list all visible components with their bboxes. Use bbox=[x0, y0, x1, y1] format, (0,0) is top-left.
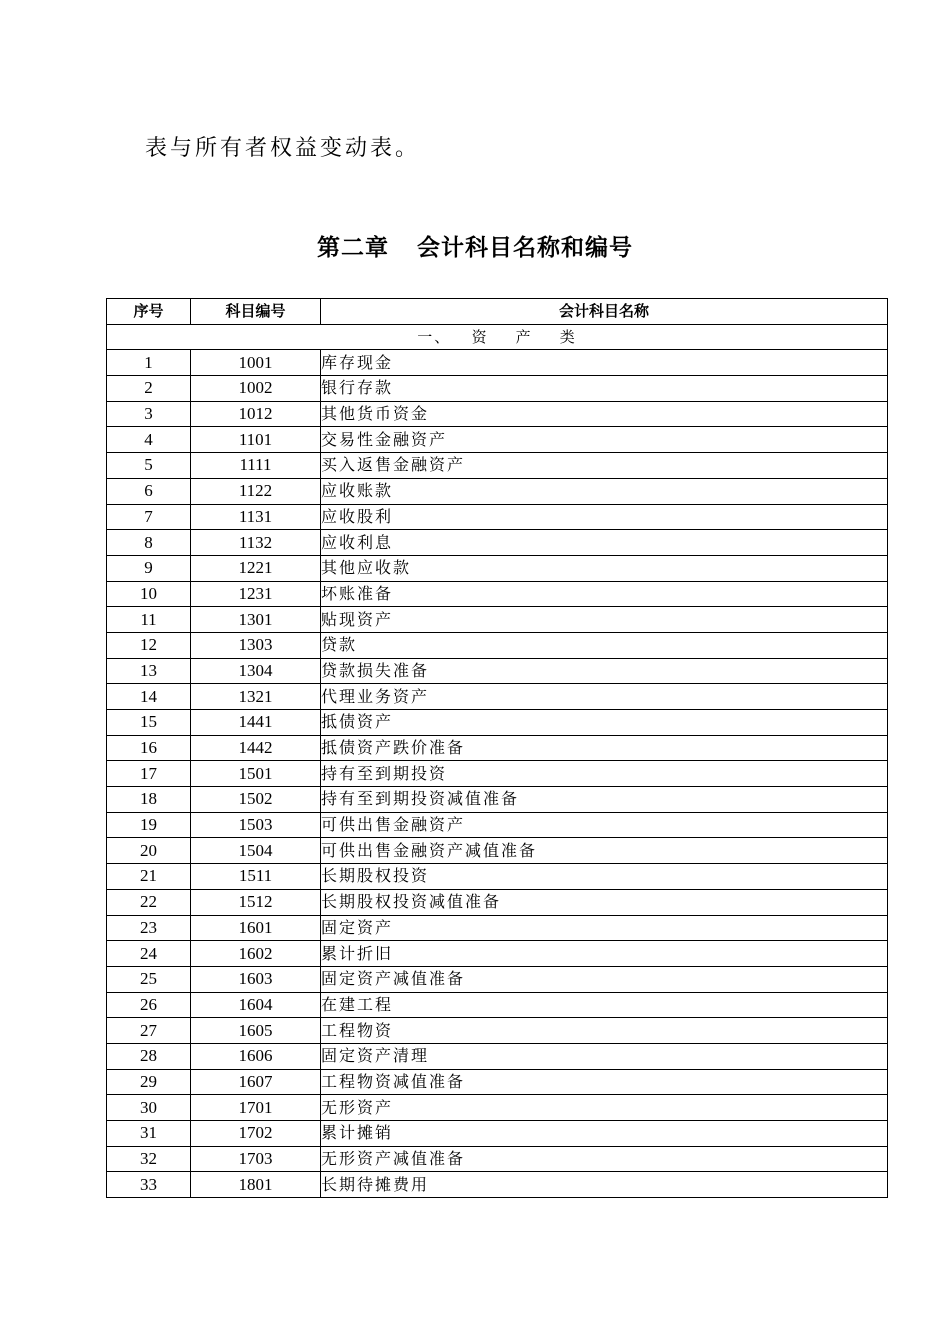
row-seq-cell: 7 bbox=[107, 504, 191, 530]
table-body bbox=[107, 324, 888, 1197]
row-code-cell: 1701 bbox=[191, 1095, 321, 1121]
row-name-cell: 固定资产 bbox=[321, 915, 888, 941]
row-code-cell: 1602 bbox=[191, 941, 321, 967]
table-row bbox=[107, 530, 888, 556]
row-code-cell: 1002 bbox=[191, 376, 321, 402]
row-name-cell: 可供出售金融资产 bbox=[321, 812, 888, 838]
row-code-cell: 1603 bbox=[191, 966, 321, 992]
row-seq-cell: 29 bbox=[107, 1069, 191, 1095]
row-seq-cell: 16 bbox=[107, 735, 191, 761]
row-code-cell: 1131 bbox=[191, 504, 321, 530]
table-row bbox=[107, 504, 888, 530]
row-seq-cell: 9 bbox=[107, 555, 191, 581]
row-code-cell: 1301 bbox=[191, 607, 321, 633]
row-seq-cell: 2 bbox=[107, 376, 191, 402]
row-seq-cell: 21 bbox=[107, 864, 191, 890]
row-code-cell: 1605 bbox=[191, 1018, 321, 1044]
row-code-cell: 1001 bbox=[191, 350, 321, 376]
table-row bbox=[107, 1172, 888, 1198]
table-row bbox=[107, 889, 888, 915]
table-row bbox=[107, 607, 888, 633]
row-name-cell: 贷款 bbox=[321, 632, 888, 658]
row-name-cell: 持有至到期投资 bbox=[321, 761, 888, 787]
table-row bbox=[107, 478, 888, 504]
row-name-cell: 累计摊销 bbox=[321, 1121, 888, 1147]
row-code-cell: 1441 bbox=[191, 710, 321, 736]
row-name-cell: 银行存款 bbox=[321, 376, 888, 402]
row-seq-cell: 15 bbox=[107, 710, 191, 736]
row-code-cell: 1703 bbox=[191, 1146, 321, 1172]
row-seq-cell: 32 bbox=[107, 1146, 191, 1172]
table-row bbox=[107, 632, 888, 658]
row-name-cell: 持有至到期投资减值准备 bbox=[321, 787, 888, 813]
table-row bbox=[107, 864, 888, 890]
row-code-cell: 1702 bbox=[191, 1121, 321, 1147]
row-name-cell: 应收账款 bbox=[321, 478, 888, 504]
row-seq-cell: 31 bbox=[107, 1121, 191, 1147]
row-code-cell: 1606 bbox=[191, 1043, 321, 1069]
table-row bbox=[107, 684, 888, 710]
table-row bbox=[107, 401, 888, 427]
row-seq-cell: 1 bbox=[107, 350, 191, 376]
row-code-cell: 1111 bbox=[191, 453, 321, 479]
row-code-cell: 1503 bbox=[191, 812, 321, 838]
row-name-cell: 抵债资产 bbox=[321, 710, 888, 736]
table-row bbox=[107, 1146, 888, 1172]
row-name-cell: 库存现金 bbox=[321, 350, 888, 376]
row-name-cell: 应收利息 bbox=[321, 530, 888, 556]
table-row bbox=[107, 376, 888, 402]
row-name-cell: 无形资产 bbox=[321, 1095, 888, 1121]
table-row bbox=[107, 966, 888, 992]
row-code-cell: 1504 bbox=[191, 838, 321, 864]
row-seq-cell: 12 bbox=[107, 632, 191, 658]
row-seq-cell: 6 bbox=[107, 478, 191, 504]
row-code-cell: 1604 bbox=[191, 992, 321, 1018]
chapter-heading bbox=[0, 231, 950, 265]
row-seq-cell: 17 bbox=[107, 761, 191, 787]
row-seq-cell: 4 bbox=[107, 427, 191, 453]
row-name-cell: 长期待摊费用 bbox=[321, 1172, 888, 1198]
table-row bbox=[107, 350, 888, 376]
row-name-cell: 无形资产减值准备 bbox=[321, 1146, 888, 1172]
row-code-cell: 1221 bbox=[191, 555, 321, 581]
header-seq: 序号 bbox=[107, 299, 191, 325]
table-row bbox=[107, 453, 888, 479]
row-seq-cell: 8 bbox=[107, 530, 191, 556]
table-row bbox=[107, 581, 888, 607]
row-code-cell: 1321 bbox=[191, 684, 321, 710]
row-code-cell: 1303 bbox=[191, 632, 321, 658]
row-name-cell: 应收股利 bbox=[321, 504, 888, 530]
row-code-cell: 1501 bbox=[191, 761, 321, 787]
row-seq-cell: 13 bbox=[107, 658, 191, 684]
header-name: 会计科目名称 bbox=[321, 299, 888, 325]
row-name-cell: 累计折旧 bbox=[321, 941, 888, 967]
row-name-cell: 在建工程 bbox=[321, 992, 888, 1018]
row-name-cell: 固定资产减值准备 bbox=[321, 966, 888, 992]
row-code-cell: 1122 bbox=[191, 478, 321, 504]
table-row bbox=[107, 1069, 888, 1095]
row-seq-cell: 20 bbox=[107, 838, 191, 864]
table-row bbox=[107, 658, 888, 684]
table-row bbox=[107, 427, 888, 453]
section-title: 一、 资 产 类 bbox=[107, 324, 888, 350]
table-row bbox=[107, 761, 888, 787]
table-header-row bbox=[107, 299, 888, 325]
header-code: 科目编号 bbox=[191, 299, 321, 325]
row-seq-cell: 3 bbox=[107, 401, 191, 427]
row-seq-cell: 28 bbox=[107, 1043, 191, 1069]
table-row bbox=[107, 735, 888, 761]
table-row bbox=[107, 941, 888, 967]
row-code-cell: 1601 bbox=[191, 915, 321, 941]
row-seq-cell: 33 bbox=[107, 1172, 191, 1198]
row-seq-cell: 24 bbox=[107, 941, 191, 967]
row-seq-cell: 30 bbox=[107, 1095, 191, 1121]
row-code-cell: 1801 bbox=[191, 1172, 321, 1198]
row-name-cell: 长期股权投资 bbox=[321, 864, 888, 890]
row-name-cell: 坏账准备 bbox=[321, 581, 888, 607]
section-row bbox=[107, 324, 888, 350]
row-name-cell: 工程物资 bbox=[321, 1018, 888, 1044]
row-seq-cell: 5 bbox=[107, 453, 191, 479]
row-seq-cell: 26 bbox=[107, 992, 191, 1018]
table-row bbox=[107, 710, 888, 736]
row-seq-cell: 25 bbox=[107, 966, 191, 992]
table-row bbox=[107, 1043, 888, 1069]
row-seq-cell: 10 bbox=[107, 581, 191, 607]
row-seq-cell: 14 bbox=[107, 684, 191, 710]
table-row bbox=[107, 1018, 888, 1044]
row-seq-cell: 18 bbox=[107, 787, 191, 813]
table-row bbox=[107, 1121, 888, 1147]
row-name-cell: 贷款损失准备 bbox=[321, 658, 888, 684]
row-name-cell: 贴现资产 bbox=[321, 607, 888, 633]
row-code-cell: 1511 bbox=[191, 864, 321, 890]
row-seq-cell: 27 bbox=[107, 1018, 191, 1044]
table-row bbox=[107, 838, 888, 864]
row-name-cell: 长期股权投资减值准备 bbox=[321, 889, 888, 915]
table-row bbox=[107, 787, 888, 813]
row-code-cell: 1101 bbox=[191, 427, 321, 453]
row-name-cell: 代理业务资产 bbox=[321, 684, 888, 710]
row-name-cell: 抵债资产跌价准备 bbox=[321, 735, 888, 761]
chapter-number: 第二章 bbox=[317, 235, 389, 261]
row-code-cell: 1304 bbox=[191, 658, 321, 684]
table-row bbox=[107, 555, 888, 581]
table-row bbox=[107, 915, 888, 941]
row-code-cell: 1607 bbox=[191, 1069, 321, 1095]
table-row bbox=[107, 1095, 888, 1121]
chapter-title: 会计科目名称和编号 bbox=[417, 235, 633, 261]
row-seq-cell: 19 bbox=[107, 812, 191, 838]
row-name-cell: 固定资产清理 bbox=[321, 1043, 888, 1069]
row-seq-cell: 23 bbox=[107, 915, 191, 941]
row-name-cell: 工程物资减值准备 bbox=[321, 1069, 888, 1095]
row-code-cell: 1502 bbox=[191, 787, 321, 813]
row-name-cell: 可供出售金融资产减值准备 bbox=[321, 838, 888, 864]
row-name-cell: 买入返售金融资产 bbox=[321, 453, 888, 479]
row-code-cell: 1012 bbox=[191, 401, 321, 427]
accounting-subjects-table bbox=[106, 298, 888, 1198]
table-row bbox=[107, 812, 888, 838]
table-row bbox=[107, 992, 888, 1018]
row-code-cell: 1231 bbox=[191, 581, 321, 607]
row-code-cell: 1512 bbox=[191, 889, 321, 915]
row-seq-cell: 11 bbox=[107, 607, 191, 633]
row-code-cell: 1132 bbox=[191, 530, 321, 556]
row-seq-cell: 22 bbox=[107, 889, 191, 915]
row-name-cell: 其他货币资金 bbox=[321, 401, 888, 427]
row-name-cell: 其他应收款 bbox=[321, 555, 888, 581]
row-name-cell: 交易性金融资产 bbox=[321, 427, 888, 453]
row-code-cell: 1442 bbox=[191, 735, 321, 761]
intro-paragraph: 表与所有者权益变动表。 bbox=[145, 136, 421, 161]
